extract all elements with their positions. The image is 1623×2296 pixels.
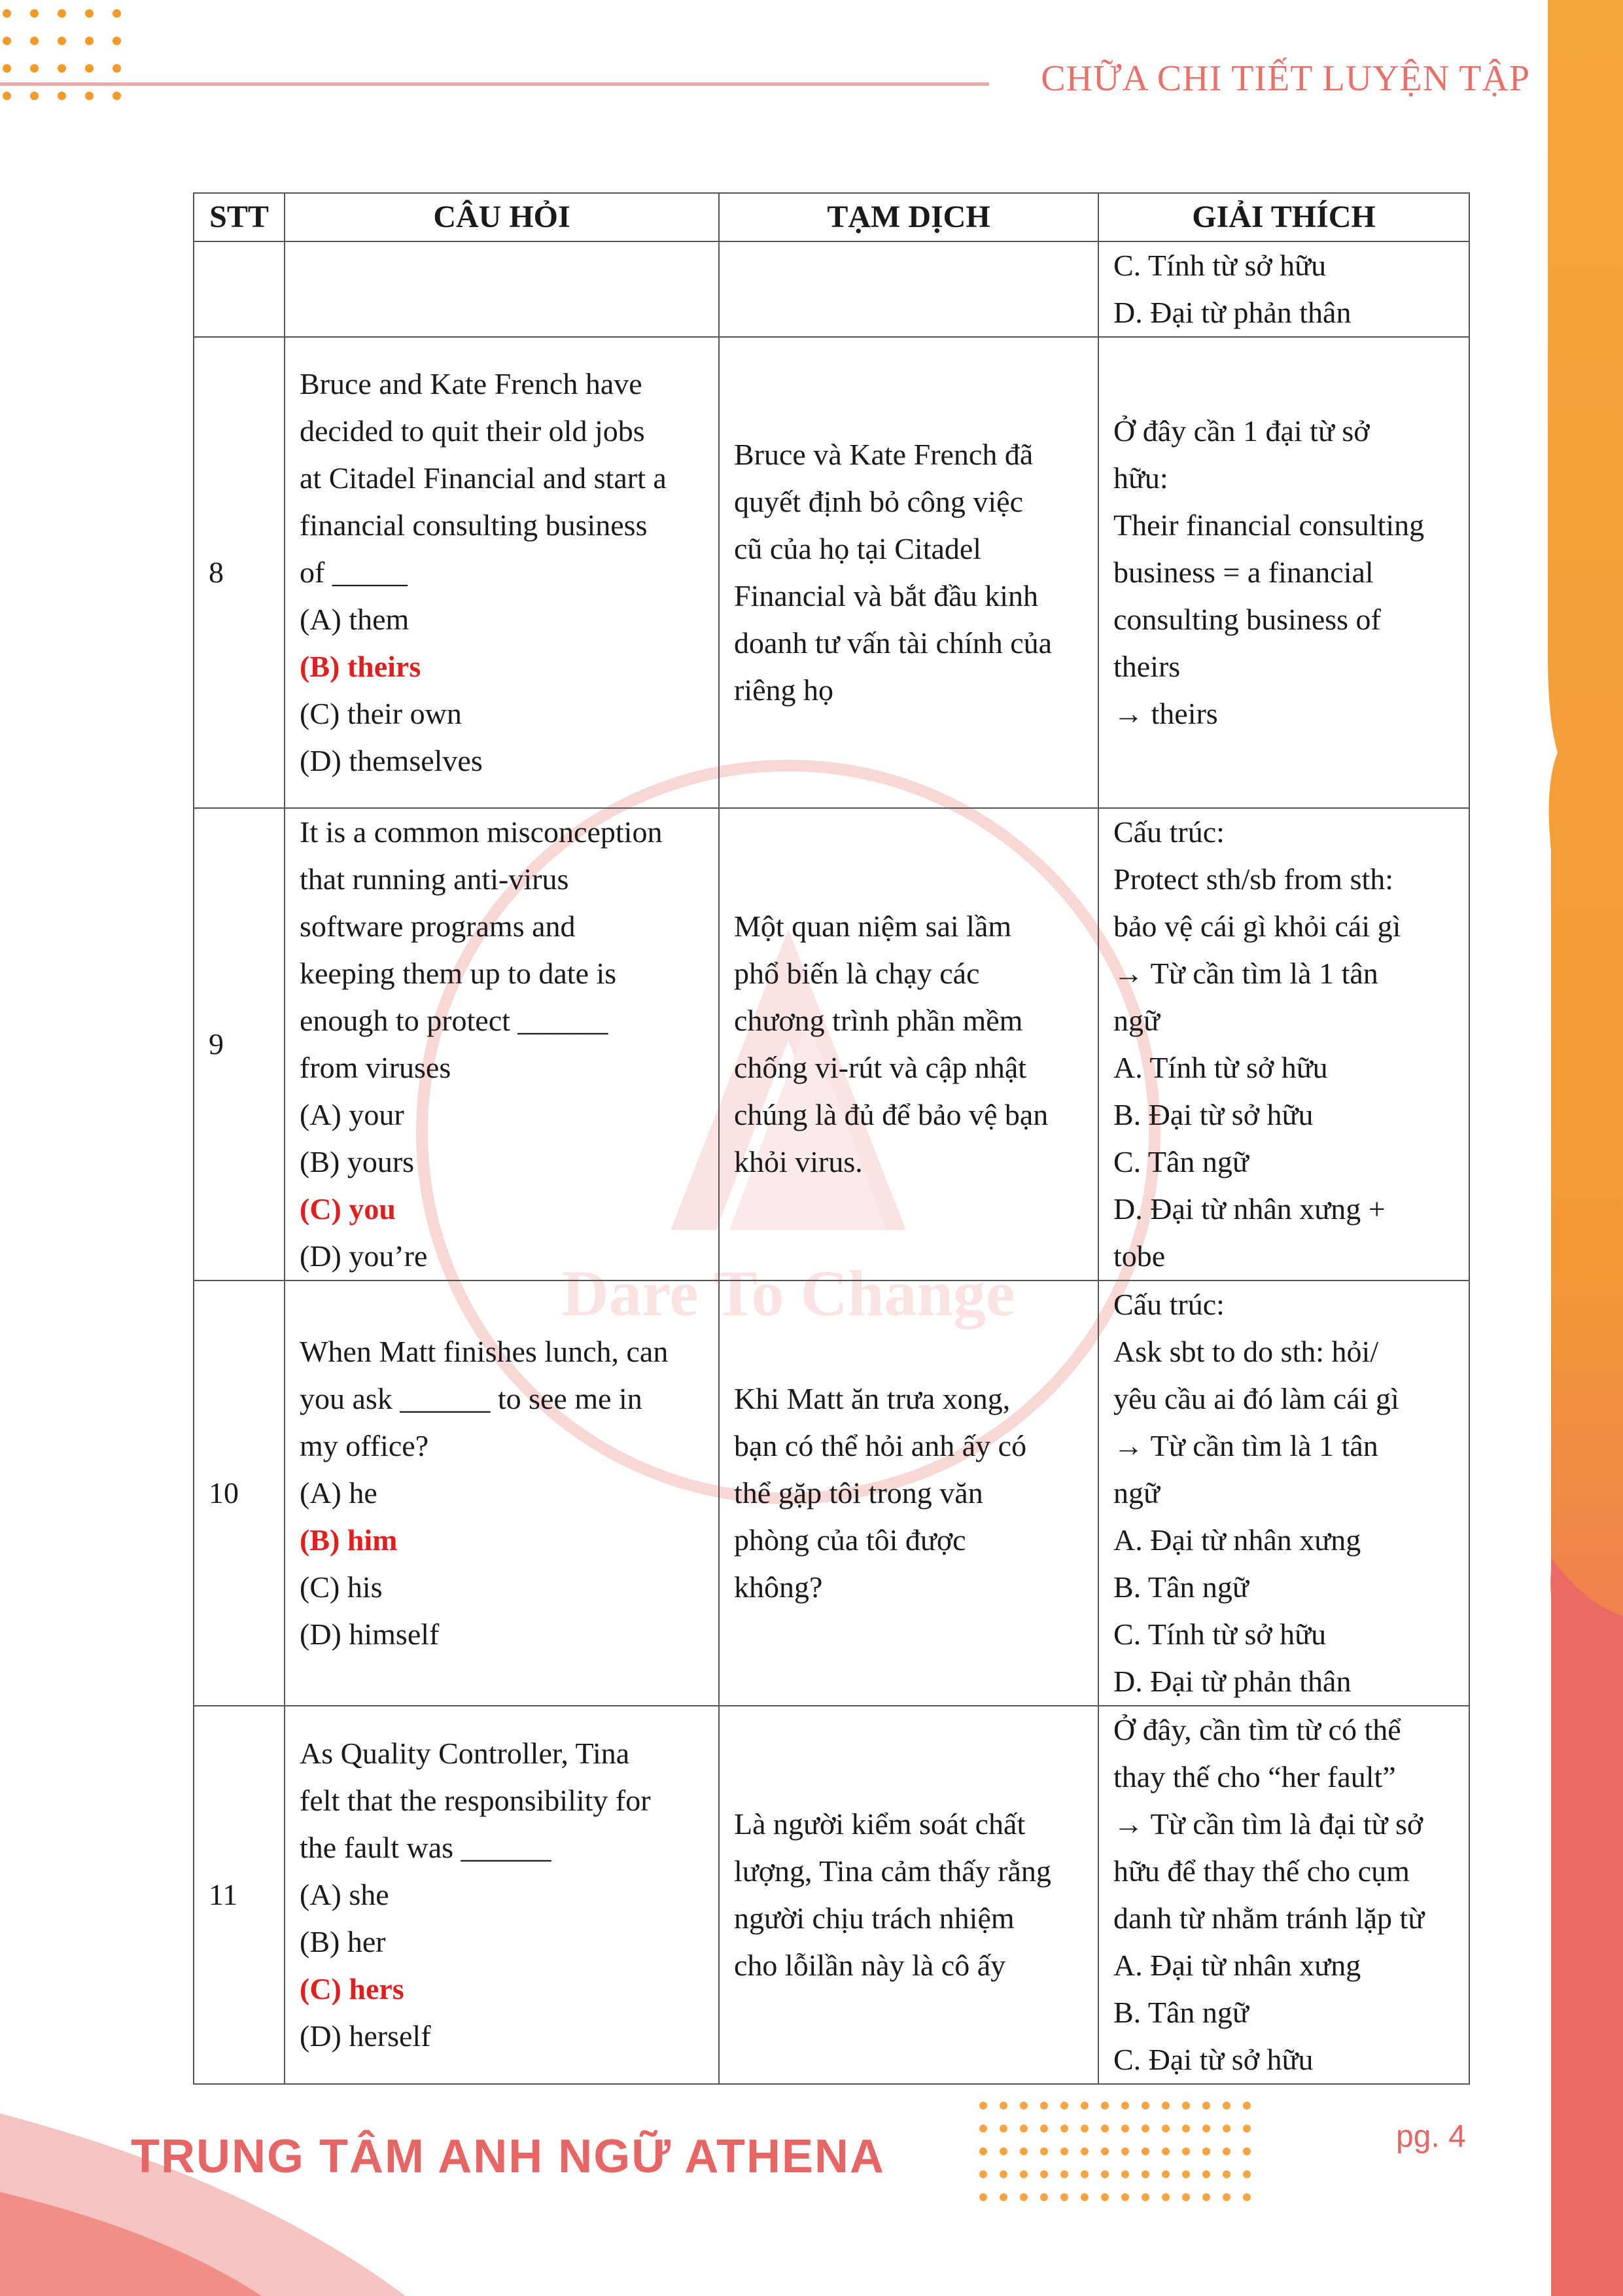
header-question: CÂU HỎI [285, 193, 719, 241]
explanation-line: D. Đại từ phản thân [1113, 296, 1352, 329]
dot [1121, 2193, 1129, 2201]
answer-option-correct: (C) hers [300, 1972, 404, 2005]
dot [1182, 2125, 1190, 2132]
question-cell [285, 337, 719, 808]
explanation-table [193, 192, 1470, 2085]
translation-line: lượng, Tina cảm thấy rằng [734, 1854, 1051, 1888]
translation-cell [719, 1280, 1098, 1706]
dot [1101, 2170, 1109, 2178]
table-row-continued [194, 241, 1469, 337]
dot [1101, 2193, 1109, 2201]
explanation-line: C. Tính từ sở hữu [1113, 249, 1327, 282]
translation-line: phòng của tôi được [734, 1523, 966, 1557]
explanation-line: → Từ cần tìm là 1 tân [1113, 957, 1378, 990]
answer-option: (D) himself [300, 1617, 440, 1651]
footer-brand: TRUNG TÂM ANH NGỮ ATHENA [131, 2130, 885, 2183]
translation-line: phổ biến là chạy các [734, 957, 980, 990]
dot [979, 2102, 987, 2110]
dot [3, 37, 11, 45]
explanation-line: Cấu trúc: [1113, 815, 1225, 849]
dot [1202, 2193, 1210, 2201]
question-line: of _____ [300, 556, 408, 589]
question-cell [285, 1280, 719, 1706]
explanation-line: tobe [1113, 1239, 1166, 1273]
table-header-row [194, 193, 1469, 241]
translation-line: chống vi-rút và cập nhật [734, 1051, 1027, 1084]
question-line: enough to protect ______ [300, 1004, 608, 1037]
explanation-line: Ask sbt to do sth: hỏi/ [1113, 1335, 1379, 1368]
dot [1142, 2102, 1149, 2110]
dot [979, 2193, 987, 2201]
answer-option: (A) them [300, 603, 410, 636]
question-line: financial consulting business [300, 508, 648, 542]
translation-cell [719, 337, 1098, 808]
explanation-line: hữu: [1113, 461, 1168, 495]
dot [85, 37, 94, 45]
explanation-line: Ở đây, cần tìm từ có thể [1113, 1713, 1401, 1746]
dot [1223, 2193, 1230, 2201]
explanation-line: business = a financial [1113, 556, 1374, 589]
dot [1040, 2125, 1048, 2132]
question-line: Bruce and Kate French have [300, 367, 642, 400]
question-cell [285, 1706, 719, 2084]
dot [1202, 2102, 1210, 2110]
explanation-line: consulting business of [1113, 603, 1381, 636]
dot [1040, 2170, 1048, 2178]
dot [1081, 2147, 1089, 2155]
dot [58, 64, 66, 73]
explanation-cell [1098, 337, 1469, 808]
dot [1182, 2102, 1190, 2110]
answer-option-correct: (B) theirs [300, 650, 421, 683]
dot [30, 9, 39, 18]
dot [1223, 2147, 1230, 2155]
dot [1202, 2125, 1210, 2132]
dot [3, 64, 11, 73]
translation-line: Một quan niệm sai lầm [734, 910, 1012, 943]
dot [979, 2125, 987, 2132]
translation-line: doanh tư vấn tài chính của [734, 626, 1053, 660]
dot [1060, 2102, 1068, 2110]
dot [1000, 2170, 1007, 2178]
answer-option: (A) she [300, 1878, 389, 1911]
explanation-line: Ở đây cần 1 đại từ sở [1113, 414, 1370, 448]
explanation-line: C. Tân ngữ [1113, 1145, 1249, 1178]
answer-option: (B) her [300, 1925, 386, 1958]
dot [1060, 2125, 1068, 2132]
dot [1020, 2170, 1028, 2178]
dot [1243, 2125, 1251, 2132]
explanation-cell [1098, 1706, 1469, 2084]
translation-line: bạn có thể hỏi anh ấy có [734, 1429, 1027, 1462]
answer-option: (A) he [300, 1476, 377, 1510]
dot [1081, 2193, 1089, 2201]
dot [1223, 2170, 1230, 2178]
question-line: decided to quit their old jobs [300, 414, 645, 448]
table-row [194, 808, 1469, 1280]
dot [1142, 2193, 1149, 2201]
translation-line: người chịu trách nhiệm [734, 1901, 1015, 1935]
question-line: keeping them up to date is [300, 957, 617, 990]
table-row [194, 337, 1469, 808]
explanation-line: B. Tân ngữ [1113, 1570, 1249, 1604]
translation-line: cũ của họ tại Citadel [734, 532, 982, 565]
explanation-line: danh từ nhằm tránh lặp từ [1113, 1901, 1425, 1935]
dot [1162, 2102, 1170, 2110]
dot [1020, 2125, 1028, 2132]
dot [1081, 2170, 1089, 2178]
dot [1182, 2147, 1190, 2155]
dot [1020, 2193, 1028, 2201]
explanation-line: → Từ cần tìm là đại từ sở [1113, 1807, 1423, 1841]
dot [1040, 2147, 1048, 2155]
translation-cell [719, 808, 1098, 1280]
dot [85, 9, 94, 18]
header-divider [0, 82, 989, 86]
answer-option: (C) their own [300, 697, 462, 730]
dot [1040, 2102, 1048, 2110]
explanation-line: Their financial consulting [1113, 508, 1425, 542]
continued-explanation [1098, 241, 1469, 337]
explanation-line: D. Đại từ phản thân [1113, 1665, 1352, 1698]
explanation-line: yêu cầu ai đó làm cái gì [1113, 1382, 1399, 1415]
translation-line: chúng là đủ để bảo vệ bạn [734, 1098, 1049, 1131]
answer-option: (D) herself [300, 2019, 431, 2053]
translation-line: khỏi virus. [734, 1145, 863, 1178]
explanation-line: C. Tính từ sở hữu [1113, 1617, 1327, 1651]
dot [85, 64, 94, 73]
header-stt: STT [194, 193, 285, 241]
question-line: As Quality Controller, Tina [300, 1737, 630, 1770]
dot [1121, 2125, 1129, 2132]
dot [1101, 2147, 1109, 2155]
question-line: that running anti-virus [300, 862, 569, 896]
dot [1202, 2147, 1210, 2155]
translation-line: thể gặp tôi trong văn [734, 1476, 983, 1510]
answer-option: (C) his [300, 1570, 383, 1604]
translation-line: Khi Matt ăn trưa xong, [734, 1382, 1011, 1415]
explanation-line: → Từ cần tìm là 1 tân [1113, 1429, 1378, 1462]
explanation-line: thay thế cho “her fault” [1113, 1760, 1396, 1793]
question-line: at Citadel Financial and start a [300, 461, 667, 495]
side-ribbon [1544, 0, 1623, 2296]
dot [58, 37, 66, 45]
translation-line: Financial và bắt đầu kinh [734, 579, 1038, 612]
watermark-text: Dare To Change [561, 1257, 1015, 1330]
dot [1162, 2170, 1170, 2178]
question-line: It is a common misconception [300, 815, 663, 849]
question-line: the fault was ______ [300, 1831, 551, 1864]
answer-option: (D) themselves [300, 744, 483, 777]
dot [1243, 2170, 1251, 2178]
dot [113, 37, 121, 45]
translation-cell [719, 1706, 1098, 2084]
question-line: software programs and [300, 910, 576, 943]
question-line: felt that the responsibility for [300, 1784, 651, 1817]
dot [1000, 2102, 1007, 2110]
question-line: from viruses [300, 1051, 451, 1084]
dot [979, 2170, 987, 2178]
dot [3, 9, 11, 18]
dot [1121, 2170, 1129, 2178]
dot [1101, 2125, 1109, 2132]
question-line: you ask ______ to see me in [300, 1382, 642, 1415]
dot [1182, 2170, 1190, 2178]
dot [58, 92, 66, 100]
dot [85, 92, 94, 100]
dot [1162, 2147, 1170, 2155]
dot [30, 92, 39, 100]
question-line: When Matt finishes lunch, can [300, 1335, 669, 1368]
explanation-line: D. Đại từ nhân xưng + [1113, 1192, 1386, 1226]
row-number: 11 [194, 1706, 285, 2084]
dot [30, 64, 39, 73]
answer-option: (A) your [300, 1098, 404, 1131]
dot [30, 37, 39, 45]
translation-line: Bruce và Kate French đã [734, 438, 1034, 471]
explanation-line: Cấu trúc: [1113, 1288, 1225, 1321]
translation-line: quyết định bỏ công việc [734, 485, 1024, 518]
dot [113, 9, 121, 18]
dot [979, 2147, 987, 2155]
dot [58, 9, 66, 18]
explanation-line: ngữ [1113, 1004, 1160, 1037]
dot [1223, 2125, 1230, 2132]
answer-option: (D) you’re [300, 1239, 428, 1273]
dot [1060, 2147, 1068, 2155]
question-line: my office? [300, 1429, 429, 1462]
dot [113, 64, 121, 73]
dot [1243, 2193, 1251, 2201]
dot [1223, 2102, 1230, 2110]
explanation-line: A. Đại từ nhân xưng [1113, 1523, 1361, 1557]
dot [1162, 2193, 1170, 2201]
answer-option: (B) yours [300, 1145, 415, 1178]
explanation-line: ngữ [1113, 1476, 1160, 1510]
dot [1000, 2125, 1007, 2132]
dot [1121, 2147, 1129, 2155]
dot [1142, 2170, 1149, 2178]
dot [1081, 2125, 1089, 2132]
dot [1060, 2193, 1068, 2201]
row-number: 8 [194, 337, 285, 808]
dot [3, 92, 11, 100]
explanation-line: A. Tính từ sở hữu [1113, 1051, 1328, 1084]
translation-line: không? [734, 1570, 823, 1604]
dot [1162, 2125, 1170, 2132]
translation-line: chương trình phần mềm [734, 1004, 1023, 1037]
dot [1243, 2102, 1251, 2110]
answer-option-correct: (C) you [300, 1192, 396, 1226]
translation-line: Là người kiểm soát chất [734, 1807, 1026, 1841]
translation-line: riêng họ [734, 673, 834, 707]
explanation-line: theirs [1113, 650, 1181, 683]
explanation-line: → theirs [1113, 697, 1218, 730]
dot [1060, 2170, 1068, 2178]
explanation-line: B. Đại từ sở hữu [1113, 1098, 1314, 1131]
dot [113, 92, 121, 100]
page-title: CHỮA CHI TIẾT LUYỆN TẬP [1041, 58, 1530, 99]
dot [1000, 2193, 1007, 2201]
table-row [194, 1706, 1469, 2084]
explanation-line: Protect sth/sb from sth: [1113, 862, 1394, 896]
question-cell [285, 808, 719, 1280]
explanation-line: B. Tân ngữ [1113, 1996, 1249, 2029]
dot [1040, 2193, 1048, 2201]
dot [1020, 2147, 1028, 2155]
header-translation: TẠM DỊCH [719, 193, 1098, 241]
dot [1000, 2147, 1007, 2155]
dot [1101, 2102, 1109, 2110]
explanation-cell [1098, 1280, 1469, 1706]
explanation-line: hữu để thay thế cho cụm [1113, 1854, 1410, 1888]
dot [1142, 2147, 1149, 2155]
explanation-cell [1098, 808, 1469, 1280]
table-row [194, 1280, 1469, 1706]
answer-option-correct: (B) him [300, 1523, 398, 1557]
translation-line: cho lỗilần này là cô ấy [734, 1949, 1006, 1982]
explanation-line: A. Đại từ nhân xưng [1113, 1949, 1361, 1982]
decorative-dots-top [3, 9, 121, 100]
row-number: 10 [194, 1280, 285, 1706]
dot [1081, 2102, 1089, 2110]
dot [1142, 2125, 1149, 2132]
dot [1202, 2170, 1210, 2178]
dot [1243, 2147, 1251, 2155]
explanation-line: bảo vệ cái gì khỏi cái gì [1113, 910, 1401, 943]
dot [1020, 2102, 1028, 2110]
row-number: 9 [194, 808, 285, 1280]
header-explanation: GIẢI THÍCH [1098, 193, 1469, 241]
decorative-dots-bottom [979, 2102, 1251, 2201]
dot [1182, 2193, 1190, 2201]
explanation-line: C. Đại từ sở hữu [1113, 2043, 1314, 2076]
page-number: pg. 4 [1396, 2119, 1466, 2154]
dot [1121, 2102, 1129, 2110]
